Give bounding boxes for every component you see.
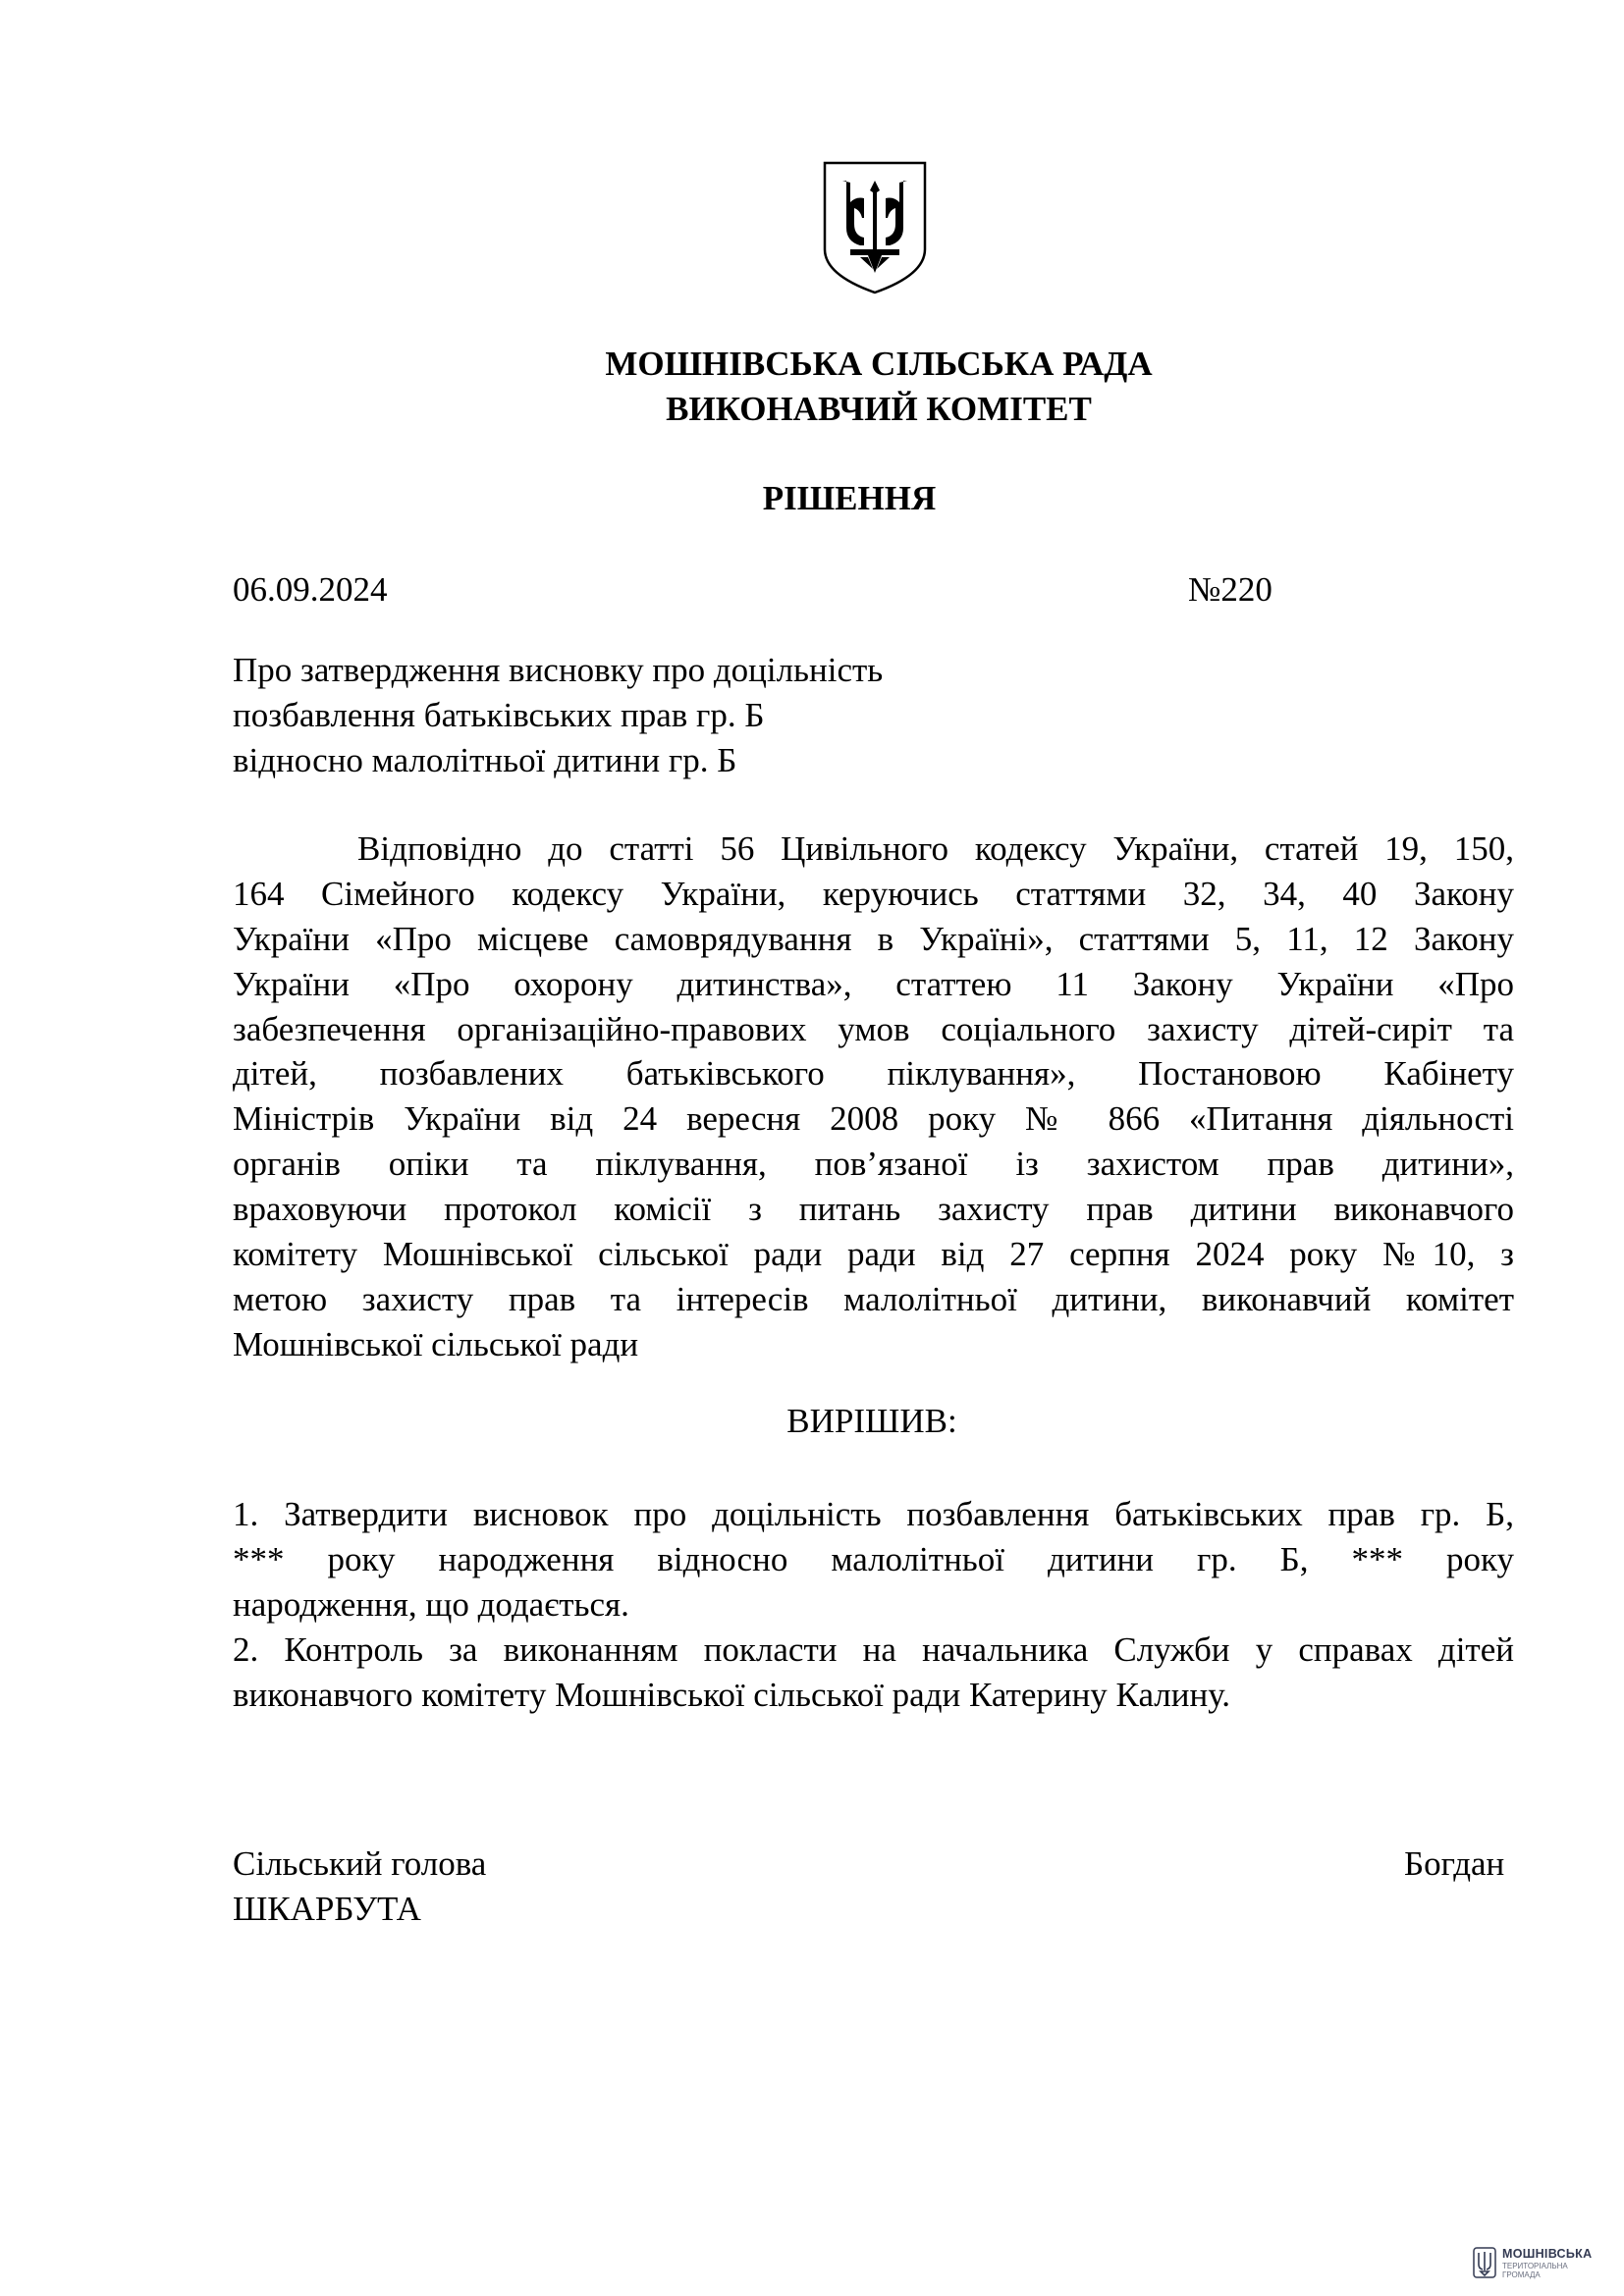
watermark-line3: ГРОМАДА <box>1502 2270 1541 2279</box>
item-line: 1. Затвердити висновок про доцільність позбавлення батьківських прав гр. Б, <box>233 1495 1514 1533</box>
preamble-line: Мошнівської сільської ради <box>233 1324 639 1363</box>
item-line: *** року народження відносно малолітньої дитини гр. Б, *** року <box>233 1540 1514 1578</box>
preamble-line: органів опіки та піклування, пов’язаної із захистом прав дитини», <box>233 1145 1514 1184</box>
document-number: №220 <box>1188 570 1272 609</box>
watermark-line2: ТЕРИТОРІАЛЬНА <box>1502 2262 1568 2270</box>
signature-last-name: ШКАРБУТА <box>233 1890 421 1928</box>
trident-emblem <box>821 159 929 296</box>
preamble-line: 164 Сімейного кодексу України, керуючись статтями 32, 34, 40 Закону <box>233 874 1514 913</box>
community-watermark <box>1473 2245 1610 2284</box>
preamble-line: Відповідно до статті 56 Цивільного кодексу України, статей 19, 150, <box>357 829 1514 868</box>
preamble-line: забезпечення організаційно-правових умов соціального захисту дітей-сиріт та <box>233 1009 1514 1048</box>
signature-position: Сільський голова <box>233 1844 487 1883</box>
preamble-line: дітей, позбавлених батьківського піклування», Постановою Кабінету <box>233 1054 1514 1094</box>
signature-first-name: Богдан <box>1404 1844 1505 1883</box>
preamble-line: враховуючи протокол комісії з питань захисту прав дитини виконавчого <box>233 1190 1514 1229</box>
subject-line: відносно малолітньої дитини гр. Б <box>233 741 737 779</box>
trident-icon <box>1473 2247 1496 2278</box>
preamble-line: України «Про охорону дитинства», статтею 11 Закону України «Про <box>233 964 1514 1003</box>
resolution-items <box>233 1492 1514 1718</box>
coat-of-arms-icon <box>821 159 929 296</box>
preamble-line: Міністрів України від 24 вересня 2008 року № 866 «Питання діяльності <box>233 1099 1514 1139</box>
watermark-subtitle <box>1502 2262 1568 2279</box>
item-line: виконавчого комітету Мошнівської сільської ради Катерину Калину. <box>233 1676 1230 1714</box>
preamble <box>233 827 1514 1367</box>
preamble-line: комітету Мошнівської сільської ради ради від 27 серпня 2024 року №10, з <box>233 1235 1514 1274</box>
preamble-line: України «Про місцеве самоврядування в Україні», статтями 5, 11, 12 Закону <box>233 919 1514 958</box>
council-name: МОШНІВСЬКА СІЛЬСЬКА РАДА <box>605 345 1153 383</box>
resolved-heading: ВИРІШИВ: <box>786 1402 957 1440</box>
watermark-title: МОШНІВСЬКА <box>1502 2247 1593 2261</box>
document-date: 06.09.2024 <box>233 570 388 609</box>
item-line: 2. Контроль за виконанням покласти на начальника Служби у справах дітей <box>233 1630 1514 1669</box>
subject-line: позбавлення батьківських прав гр. Б <box>233 696 765 734</box>
committee-name: ВИКОНАВЧИЙ КОМІТЕТ <box>666 390 1092 428</box>
subject-line: Про затвердження висновку про доцільність <box>233 651 884 689</box>
item-line: народження, що додається. <box>233 1585 629 1624</box>
preamble-line: метою захисту прав та інтересів малолітньої дитини, виконавчий комітет <box>233 1279 1514 1318</box>
document-title: РІШЕННЯ <box>762 479 937 517</box>
